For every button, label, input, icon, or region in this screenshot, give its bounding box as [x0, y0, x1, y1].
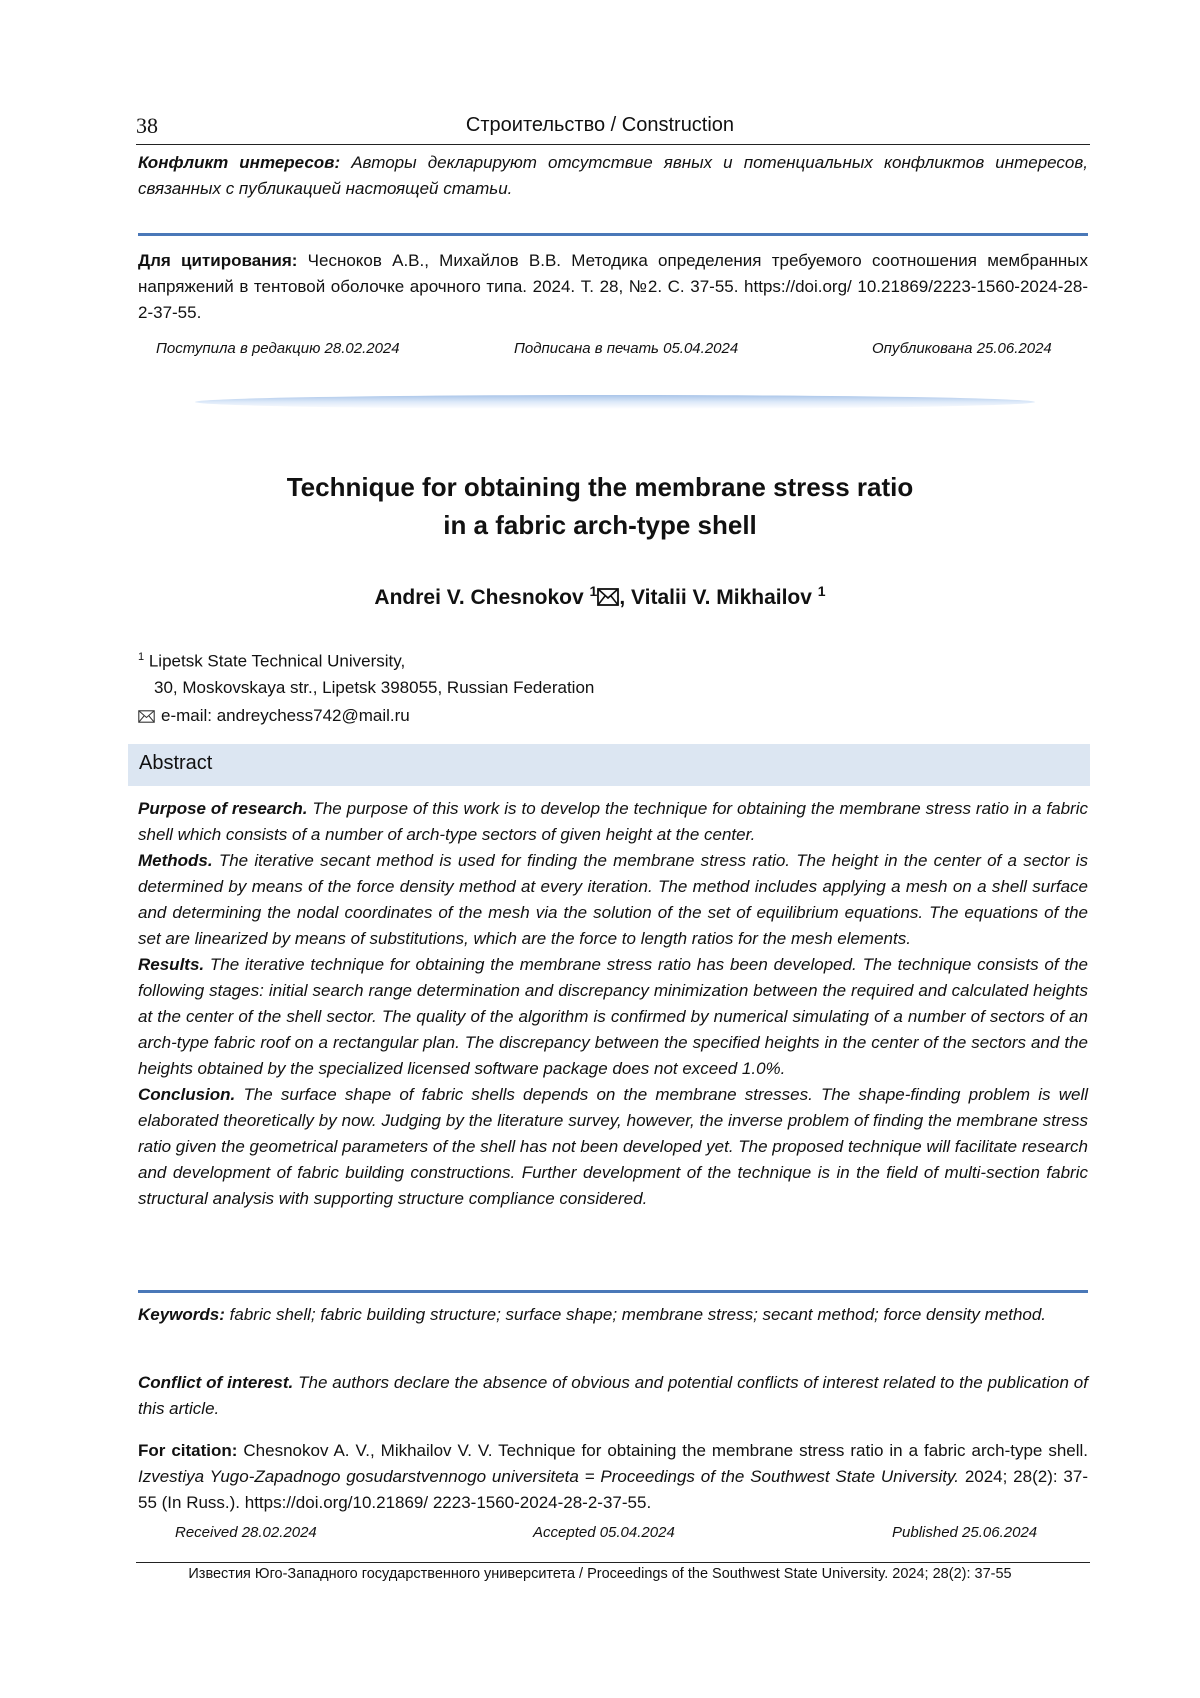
citation-en-text-a: Chesnokov A. V., Mikhailov V. V. Technique for obtaining the membrane stress ratio in a fabric arch-type shell. [237, 1441, 1089, 1460]
conflict-en-label: Conflict of interest. [138, 1373, 294, 1392]
author-separator: , [619, 586, 632, 609]
purpose-text: The purpose of this work is to develop the technique for obtaining the membrane stress ratio in a fabric shell which consists of a number of arch-type sectors of given height at the center. [138, 799, 1088, 844]
affiliation-line-2: 30, Moskovskaya str., Lipetsk 398055, Russian Federation [154, 677, 595, 697]
conclusion-label: Conclusion. [138, 1085, 236, 1104]
citation-en [138, 1438, 1088, 1516]
conflict-ru-label: Конфликт интересов: [138, 153, 341, 172]
published-date-ru: Опубликована 25.06.2024 [872, 340, 1052, 357]
citation-en-text-b: 2024; 28(2): 37-55 (In Russ.). https://doi.org/10.21869/ 2223-1560-2024-28-2-37-55. [138, 1467, 1088, 1512]
abstract-heading: Abstract [139, 752, 213, 774]
abstract-results [138, 952, 1088, 1082]
citation-en-label: For citation: [138, 1441, 238, 1460]
author-2: Vitalii V. Mikhailov [631, 586, 812, 609]
accepted-date-ru: Подписана в печать 05.04.2024 [514, 340, 739, 357]
envelope-icon [597, 588, 619, 612]
email-address[interactable]: e-mail: andreychess742@mail.ru [161, 706, 410, 725]
abstract-purpose [138, 796, 1088, 848]
results-label: Results. [138, 955, 205, 974]
conflict-of-interest-ru [138, 150, 1088, 202]
published-date-en: Published 25.06.2024 [892, 1524, 1038, 1541]
citation-en-journal: Izvestiya Yugo-Zapadnogo gosudarstvennogo universiteta = Proceedings of the Southwest State University. [138, 1467, 959, 1486]
purpose-label: Purpose of research. [138, 799, 308, 818]
page-number: 38 [136, 113, 158, 138]
author-1-affiliation-mark: 1 [589, 583, 598, 599]
affiliation-mark: 1 [138, 651, 145, 663]
keywords-label: Keywords: [138, 1305, 225, 1324]
abstract-heading-bar [128, 744, 1090, 786]
keywords-top-rule [138, 1290, 1088, 1293]
citation-ru [138, 248, 1088, 326]
abstract-body [138, 796, 1088, 1212]
abstract-methods [138, 848, 1088, 952]
envelope-icon [138, 708, 155, 728]
received-date-ru: Поступила в редакцию 28.02.2024 [156, 340, 400, 357]
article-title-line-2: in a fabric arch-type shell [443, 510, 757, 540]
conclusion-text: The surface shape of fabric shells depends on the membrane stresses. The shape-finding problem is well elaborated theoretically by now. Judging by the literature survey, however, the inverse problem of finding the membrane stress ratio given the geometrical parameters of the shell has not been developed yet. The proposed technique will facilitate research and development of fabric building constructions. Further development of the technique is in the field of multi-section fabric structural analysis with supporting structure compliance considered. [138, 1085, 1088, 1208]
authors [0, 583, 1200, 612]
email-line [138, 706, 410, 728]
methods-label: Methods. [138, 851, 213, 870]
author-2-affiliation-mark: 1 [817, 583, 826, 599]
affiliation [138, 644, 594, 701]
footer-rule [136, 1562, 1090, 1563]
author-1: Andrei V. Chesnokov [374, 586, 584, 609]
received-date-en: Received 28.02.2024 [175, 1524, 317, 1541]
citation-ru-label: Для цитирования: [138, 251, 298, 270]
methods-text: The iterative secant method is used for finding the membrane stress ratio. The height in the center of a sector is determined by means of the force density method at every iteration. The method includes applying a mesh on a shell surface and determining the nodal coordinates of the mesh via the solution of the set of equilibrium equations. The equations of the set are linearized by means of substitutions, which are the force to length ratios for the mesh elements. [138, 851, 1088, 948]
article-title-line-1: Technique for obtaining the membrane stress ratio [286, 472, 914, 502]
abstract-conclusion [138, 1082, 1088, 1212]
keywords [138, 1302, 1088, 1328]
accepted-date-en: Accepted 05.04.2024 [533, 1524, 675, 1541]
decorative-divider [195, 395, 1035, 409]
conflict-of-interest-en [138, 1370, 1088, 1422]
conflict-en-text: The authors declare the absence of obvious and potential conflicts of interest related to the publication of this article. [138, 1373, 1088, 1418]
article-title [0, 468, 1200, 544]
header-rule [136, 144, 1090, 145]
results-text: The iterative technique for obtaining the membrane stress ratio has been developed. The technique consists of the following stages: initial search range determination and discrepancy minimization between the required and calculated heights at the center of the shell sector. The quality of the algorithm is confirmed by numerical simulating of a number of sectors of an arch-type fabric roof on a rectangular plan. The discrepancy between the specified heights in the center of the sectors and the heights obtained by the specialized licensed software package does not exceed 1.0%. [138, 955, 1088, 1078]
running-footer: Известия Юго-Западного государственного университета / Proceedings of the Southwest State University. 2024; 28(2): 37-55 [188, 1566, 1012, 1582]
running-header-section: Строительство / Construction [465, 114, 735, 136]
affiliation-line-1: Lipetsk State Technical University, [144, 651, 406, 671]
citation-top-rule [138, 233, 1088, 236]
citation-ru-text: Чесноков А.В., Михайлов В.В. Методика определения требуемого соотношения мембранных напряжений в тентовой оболочке арочного типа. 2024. Т. 28, №2. С. 37-55. https://doi.org/ 10.21869/2223-1560-2024-28-2-37-55. [138, 251, 1088, 322]
keywords-text: fabric shell; fabric building structure; surface shape; membrane stress; secant method; force density method. [224, 1305, 1047, 1324]
conflict-ru-text: Авторы декларируют отсутствие явных и потенциальных конфликтов интересов, связанных с публикацией настоящей статьи. [138, 153, 1088, 198]
